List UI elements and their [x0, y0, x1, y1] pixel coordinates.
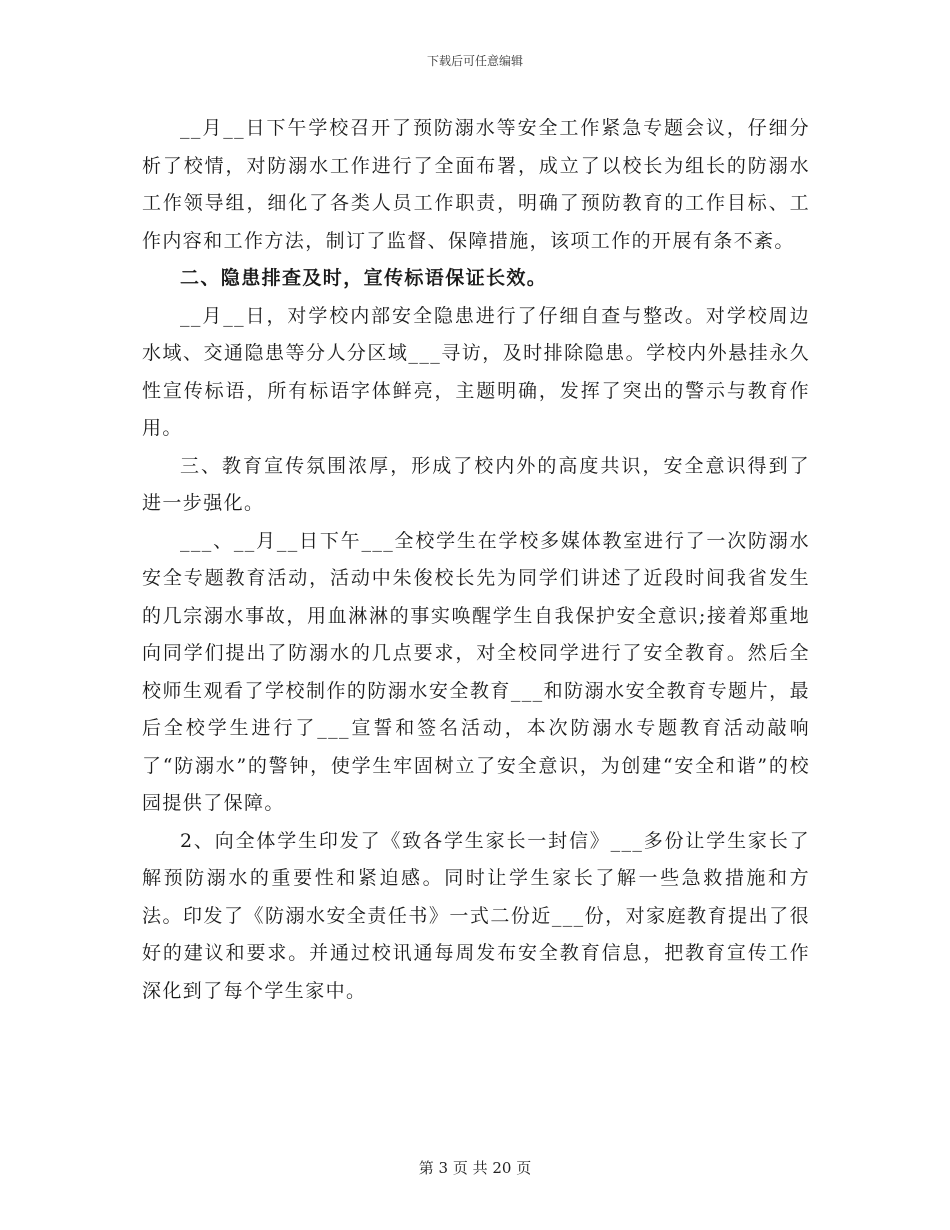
paragraph-hazard-check: __月__日，对学校内部安全隐患进行了仔细自查与整改。对学校周边水域、交通隐患等分人分区域___寻访，及时排除隐患。学校内外悬挂永久性宣传标语，所有标语字体鲜亮，主题明确，发挥了突出的警示与教育作用。: [142, 304, 810, 439]
section-heading-3: 三、教育宣传氛围浓厚，形成了校内外的高度共识，安全意识得到了进一步强化。: [142, 454, 810, 514]
page-footer: 第 3 页 共 20 页: [418, 1159, 532, 1177]
document-body: [142, 110, 810, 1010]
page-header: 下载后可任意编辑: [426, 54, 523, 68]
paragraph-meeting: __月__日下午学校召开了预防溺水等安全工作紧急专题会议，仔细分析了校情，对防溺水工作进行了全面布署，成立了以校长为组长的防溺水工作领导组，细化了各类人员工作职责，明确了预防教育的工作目标、工作内容和工作方法，制订了监督、保障措施，该项工作的开展有条不紊。: [142, 117, 810, 252]
paragraph-education-activity: ___、__月__日下午___全校学生在学校多媒体教室进行了一次防溺水安全专题教育活动，活动中朱俊校长先为同学们讲述了近段时间我省发生的几宗溺水事故，用血淋淋的事实唤醒学生自我保护安全意识;接着郑重地向同学们提出了防溺水的几点要求，对全校同学进行了安全教育。然后全校师生观看了学校制作的防溺水安全教育___和防溺水安全教育专题片，最后全校学生进行了___宣誓和签名活动，本次防溺水专题教育活动敲响了“防溺水”的警钟，使学生牢固树立了安全意识，为创建“安全和谐”的校园提供了保障。: [142, 529, 810, 814]
section-heading-2: 二、隐患排查及时，宣传标语保证长效。: [180, 267, 548, 289]
paragraph-parent-letter: 2、向全体学生印发了《致各学生家长一封信》___多份让学生家长了解预防溺水的重要性和紧迫感。同时让学生家长了解一些急救措施和方法。印发了《防溺水安全责任书》一式二份近___份，对家庭教育提出了很好的建议和要求。并通过校讯通每周发布安全教育信息，把教育宣传工作深化到了每个学生家中。: [142, 829, 810, 1002]
